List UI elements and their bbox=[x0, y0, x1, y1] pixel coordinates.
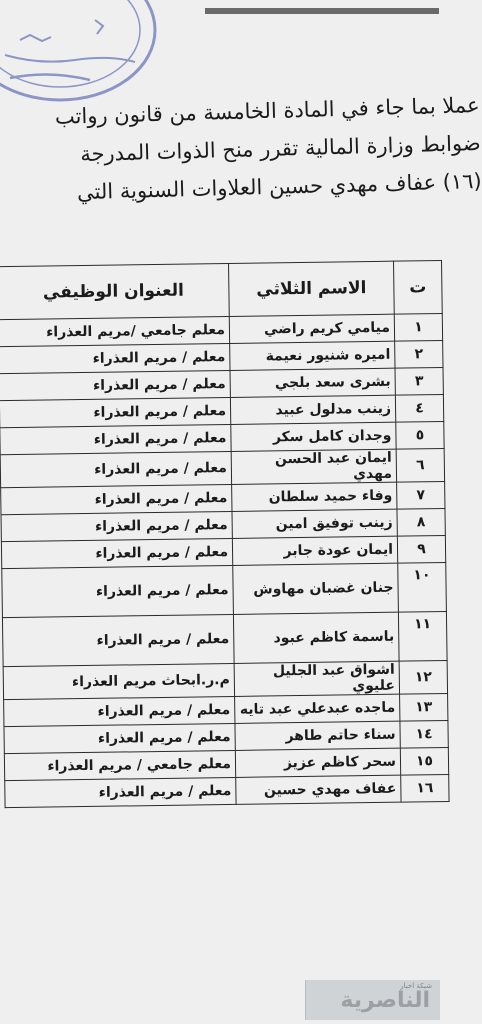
job-title: معلم / مريم العذراء bbox=[0, 370, 230, 400]
employee-name: ايمان عبد الحسن مهدي bbox=[231, 449, 396, 484]
official-stamp bbox=[0, 0, 140, 105]
watermark-big-text: الناصرية bbox=[340, 988, 430, 1013]
header-rule bbox=[205, 8, 439, 14]
job-title: معلم / مريم العذراء bbox=[1, 484, 232, 514]
job-title: معلم / مريم العذراء bbox=[1, 511, 232, 541]
job-title: معلم / مريم العذراء bbox=[0, 451, 231, 487]
decision-paragraph bbox=[9, 86, 482, 213]
row-number: ١٤ bbox=[400, 720, 448, 748]
job-title: معلم / مريم العذراء bbox=[2, 565, 234, 617]
table-header-row bbox=[0, 261, 442, 320]
row-number: ٦ bbox=[396, 448, 444, 482]
job-title: معلم / مريم العذراء bbox=[0, 343, 230, 373]
employee-name: ماجده عبدعلي عبد تايه bbox=[235, 694, 400, 723]
row-number: ٨ bbox=[397, 508, 445, 536]
employee-name: بشرى سعد بلجي bbox=[230, 368, 395, 397]
header-no: ت bbox=[394, 261, 443, 315]
employee-name: زينب مدلول عبيد bbox=[230, 395, 395, 424]
employee-name: ايمان عودة جابر bbox=[232, 536, 397, 565]
paragraph-line-3: (١٦) عفاف مهدي حسين العلاوات السنوية التي bbox=[76, 168, 482, 205]
row-number: ٥ bbox=[396, 421, 444, 449]
row-number: ٣ bbox=[395, 367, 443, 395]
employee-name: سحر كاظم عزيز bbox=[235, 748, 400, 777]
employee-name: اشواق عبد الجليل عليوي bbox=[234, 661, 399, 696]
employee-name: وفاء حميد سلطان bbox=[232, 482, 397, 511]
header-title: العنوان الوظيفي bbox=[0, 263, 229, 319]
job-title: معلم / مريم العذراء bbox=[4, 696, 235, 726]
job-title: معلم / مريم العذراء bbox=[1, 538, 232, 568]
row-number: ٧ bbox=[397, 481, 445, 509]
row-number: ١٥ bbox=[400, 747, 448, 775]
table-row bbox=[2, 562, 447, 617]
table-row bbox=[5, 774, 449, 807]
employee-table bbox=[0, 260, 450, 808]
job-title: م.ر.ابحاث مريم العذراء bbox=[3, 663, 234, 699]
row-number: ١٣ bbox=[400, 693, 448, 721]
row-number: ٤ bbox=[395, 394, 443, 422]
paragraph-line-2: ضوابط وزارة المالية تقرر منح الذوات المدرجة bbox=[79, 130, 481, 167]
paragraph-line-1: عملا بما جاء في المادة الخامسة من قانون رواتب bbox=[54, 92, 480, 129]
job-title: معلم جامعي / مريم العذراء bbox=[4, 750, 235, 780]
employee-name: زينب توفيق امين bbox=[232, 509, 397, 538]
employee-name: جنان غضبان مهاوش bbox=[233, 563, 399, 614]
employee-name: ميامي كريم راضي bbox=[229, 314, 394, 343]
row-number: ٩ bbox=[397, 535, 445, 563]
watermark-logo bbox=[305, 980, 440, 1020]
table-row bbox=[3, 660, 447, 699]
table-row bbox=[0, 448, 444, 487]
row-number: ١٢ bbox=[399, 660, 447, 694]
job-title: معلم / مريم العذراء bbox=[2, 614, 234, 666]
row-number: ١ bbox=[394, 314, 442, 342]
employee-name: اميره شنيور نعيمة bbox=[230, 341, 395, 370]
job-title: معلم / مريم العذراء bbox=[0, 397, 231, 427]
header-name: الاسم الثلاثي bbox=[229, 261, 395, 316]
employee-name: عفاف مهدي حسين bbox=[236, 775, 401, 804]
job-title: معلم / مريم العذراء bbox=[0, 424, 231, 454]
job-title: معلم / مريم العذراء bbox=[4, 723, 235, 753]
employee-name: سناء حاتم طاهر bbox=[235, 721, 400, 750]
row-number: ١٠ bbox=[398, 562, 447, 612]
row-number: ٢ bbox=[395, 340, 443, 368]
employee-name: وجدان كامل سكر bbox=[231, 422, 396, 451]
job-title: معلم / مريم العذراء bbox=[5, 777, 236, 807]
table-row bbox=[2, 611, 447, 666]
row-number: ١٦ bbox=[401, 774, 449, 802]
watermark-small-text: شبكة اخبار bbox=[400, 982, 432, 990]
job-title: معلم جامعي /مريم العذراء bbox=[0, 316, 230, 346]
row-number: ١١ bbox=[398, 611, 447, 661]
employee-name: باسمة كاظم عبود bbox=[233, 612, 399, 663]
